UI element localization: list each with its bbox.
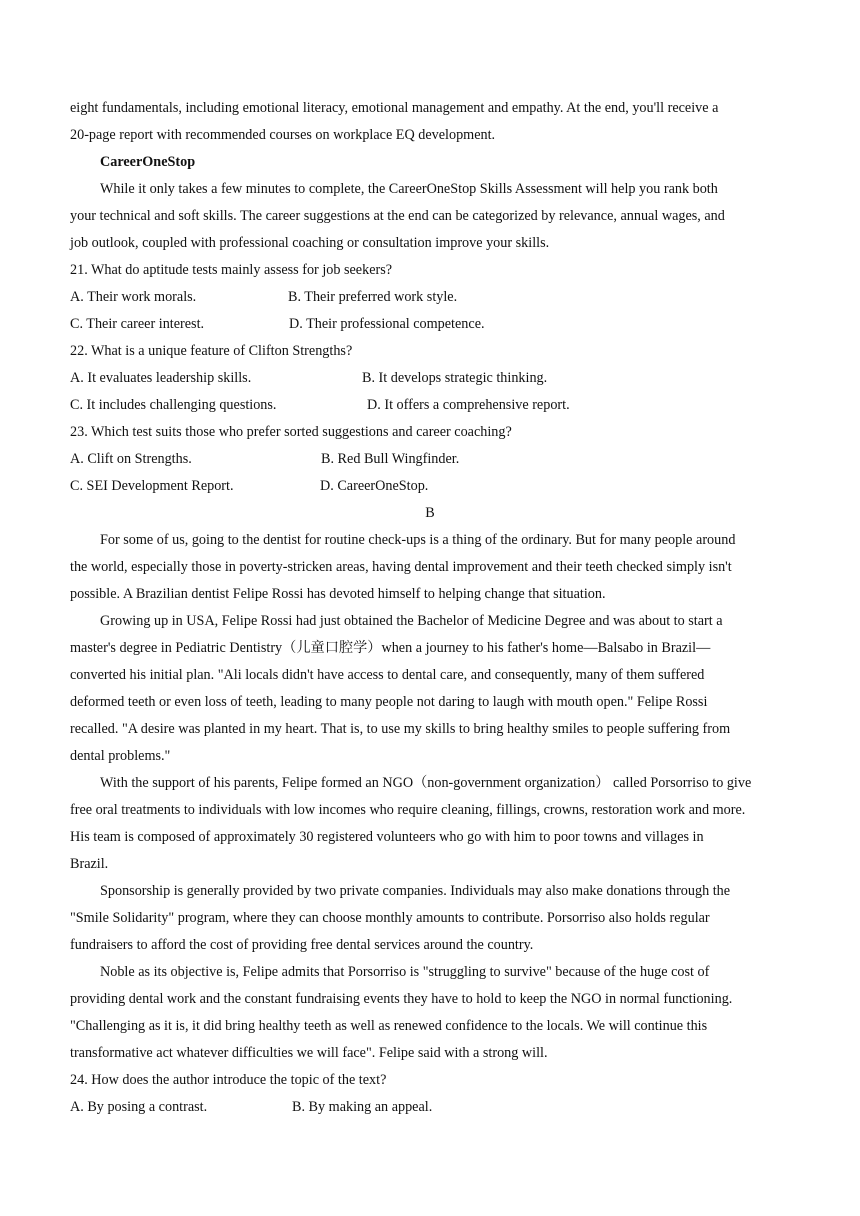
- paragraph-3-line: With the support of his parents, Felipe formed an NGO（non-government organization） called Porsorriso to give: [100, 775, 752, 791]
- paragraph-3-line: free oral treatments to individuals with low incomes who require cleaning, fillings, crowns, restoration work and more.: [70, 802, 746, 818]
- careeronestop-heading: CareerOneStop: [100, 154, 196, 170]
- question-22-option-d: D. It offers a comprehensive report.: [367, 397, 570, 413]
- question-24-stem: 24. How does the author introduce the topic of the text?: [70, 1072, 387, 1088]
- careeronestop-line-1: While it only takes a few minutes to complete, the CareerOneStop Skills Assessment will help you rank both: [100, 181, 718, 197]
- question-22-stem: 22. What is a unique feature of Clifton Strengths?: [70, 343, 353, 359]
- passage-a-line-1: eight fundamentals, including emotional literacy, emotional management and empathy. At the end, you'll receive a: [70, 100, 719, 116]
- paragraph-4-line: "Smile Solidarity" program, where they can choose monthly amounts to contribute. Porsorriso also holds regular: [70, 910, 710, 926]
- paragraph-1-line: the world, especially those in poverty-stricken areas, having dental improvement and their teeth checked simply isn't: [70, 559, 732, 575]
- question-23-option-d: D. CareerOneStop.: [320, 478, 429, 494]
- careeronestop-line-2: your technical and soft skills. The career suggestions at the end can be categorized by relevance, annual wages, and: [70, 208, 725, 224]
- paragraph-1-line: For some of us, going to the dentist for routine check-ups is a thing of the ordinary. But for many people around: [100, 532, 736, 548]
- paragraph-3-line: His team is composed of approximately 30 registered volunteers who go with him to poor towns and villages in: [70, 829, 704, 845]
- paragraph-3-line: Brazil.: [70, 856, 109, 872]
- question-22-option-a: A. It evaluates leadership skills.: [70, 370, 252, 386]
- paragraph-2-line: dental problems.": [70, 748, 171, 764]
- paragraph-2-line: Growing up in USA, Felipe Rossi had just obtained the Bachelor of Medicine Degree and was about to start a: [100, 613, 723, 629]
- question-24-option-a: A. By posing a contrast.: [70, 1099, 208, 1115]
- question-22-option-b: B. It develops strategic thinking.: [362, 370, 548, 386]
- paragraph-1-line: possible. A Brazilian dentist Felipe Rossi has devoted himself to helping change that situation.: [70, 586, 606, 602]
- paragraph-5-line: providing dental work and the constant fundraising events they have to hold to keep the NGO in normal functioning.: [70, 991, 733, 1007]
- paragraph-5-line: Noble as its objective is, Felipe admits that Porsorriso is "struggling to survive" because of the huge cost of: [100, 964, 710, 980]
- question-21-option-b: B. Their preferred work style.: [288, 289, 458, 305]
- paragraph-5-line: "Challenging as it is, it did bring healthy teeth as well as renewed confidence to the locals. We will continue this: [70, 1018, 708, 1034]
- question-23-option-a: A. Clift on Strengths.: [70, 451, 192, 467]
- question-23-stem: 23. Which test suits those who prefer sorted suggestions and career coaching?: [70, 424, 512, 440]
- paragraph-2-line: recalled. "A desire was planted in my heart. That is, to use my skills to bring healthy smiles to people suffering from: [70, 721, 731, 737]
- paragraph-4-line: fundraisers to afford the cost of providing free dental services around the country.: [70, 937, 534, 953]
- paragraph-2-line: master's degree in Pediatric Dentistry（儿童口腔学）when a journey to his father's home—Balsabo in Brazil—: [70, 640, 711, 656]
- paragraph-4-line: Sponsorship is generally provided by two private companies. Individuals may also make donations through the: [100, 883, 731, 899]
- question-22-option-c: C. It includes challenging questions.: [70, 397, 277, 413]
- question-21-option-d: D. Their professional competence.: [289, 316, 485, 332]
- question-21-option-c: C. Their career interest.: [70, 316, 205, 332]
- question-23-option-b: B. Red Bull Wingfinder.: [321, 451, 460, 467]
- question-24-option-b: B. By making an appeal.: [292, 1099, 433, 1115]
- paragraph-5-line: transformative act whatever difficulties we will face". Felipe said with a strong will.: [70, 1045, 548, 1061]
- passage-a-line-2: 20-page report with recommended courses on workplace EQ development.: [70, 127, 496, 143]
- careeronestop-line-3: job outlook, coupled with professional coaching or consultation improve your skills.: [70, 235, 550, 251]
- paragraph-2-line: converted his initial plan. "Ali locals didn't have access to dental care, and consequently, many of them suffered: [70, 667, 705, 683]
- question-21-stem: 21. What do aptitude tests mainly assess for job seekers?: [70, 262, 393, 278]
- paragraph-2-line: deformed teeth or even loss of teeth, leading to many people not daring to laugh with mouth open." Felipe Rossi: [70, 694, 708, 710]
- question-21-option-a: A. Their work morals.: [70, 289, 197, 305]
- question-23-option-c: C. SEI Development Report.: [70, 478, 234, 494]
- section-b-label: B: [425, 505, 435, 521]
